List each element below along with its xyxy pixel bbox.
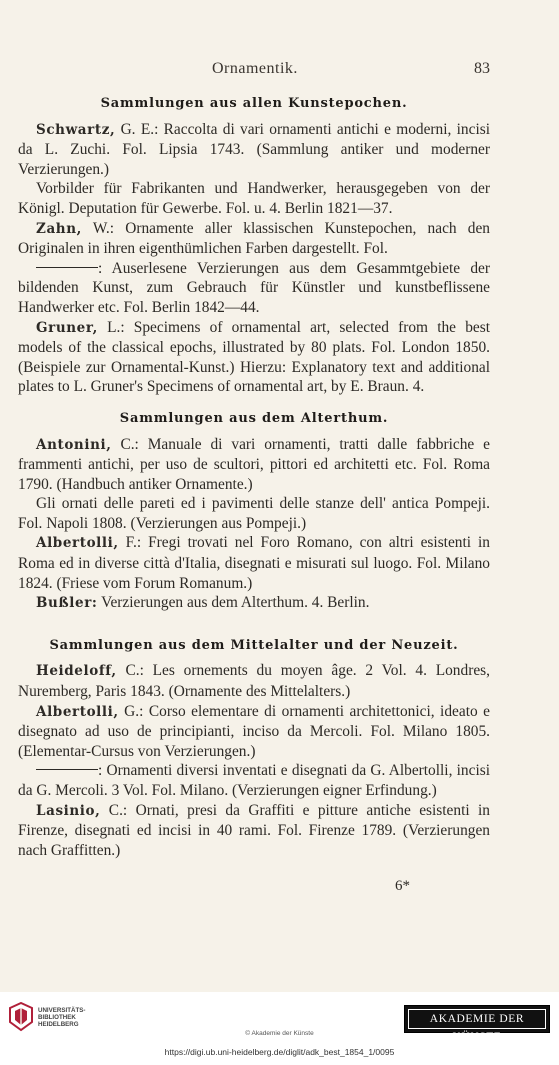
section-heading: Sammlungen aus dem Mittelalter und der Neuzeit. xyxy=(49,637,459,653)
entry-text: : Ornamenti diversi inventati e disegnati da G. Albertolli, incisi da G. Mercoli. 3 Vol. Fol. Milano. (Verzierungen eigner Erfindung.) xyxy=(18,762,490,799)
entry-text: Verzierungen aus dem Alterthum. 4. Berlin. xyxy=(97,594,370,612)
bib-entry xyxy=(18,533,490,593)
copyright-text: © Akademie der Künste xyxy=(245,1030,314,1037)
entry-text: Gli ornati delle pareti ed i pavimenti delle stanze dell' antica Pompeji. Fol. Napoli 1808. (Verzierungen aus Pompeji.) xyxy=(18,495,490,532)
page-url[interactable]: https://digi.ub.uni-heidelberg.de/diglit/adk_best_1854_1/0095 xyxy=(164,1047,395,1057)
page-number: 83 xyxy=(474,60,490,77)
bib-entry xyxy=(18,318,490,397)
entry-text: Vorbilder für Fabrikanten und Handwerker, herausgegeben von der Königl. Deputation für Gewerbe. Fol. u. 4. Berlin 1821—37. xyxy=(18,180,490,217)
entry-text: C.: Ornati, presi da Graffiti e pitture antiche esistenti in Firenze, disegnati ed incisi in 40 rami. Fol. Firenze 1789. (Verzierungen nach Graffitten.) xyxy=(18,801,490,859)
section-heading: Sammlungen aus dem Alterthum. xyxy=(119,410,389,426)
entry-text: G. E.: Raccolta di vari ornamenti antichi e moderni, incisi da L. Zuchi. Fol. Lipsia 1743. (Sammlung antiker und moderner Verzierungen.) xyxy=(18,120,490,178)
bib-entry xyxy=(18,801,490,861)
signature-mark: 6* xyxy=(395,878,410,894)
bib-entry xyxy=(18,593,490,614)
bibliography-content xyxy=(18,86,490,860)
bib-entry xyxy=(18,761,490,800)
entry-text: L.: Specimens of ornamental art, selected from the best models of the classical epochs, illustrated by 80 plats. Fol. London 1850. (Beispiele zur Ornamental-Kunst.) Hierzu: Explanatory text and additional plates to L. Gruner's Specimens of ornamental art, by E. Braun. 4. xyxy=(18,318,490,396)
ditto-dash xyxy=(36,769,98,770)
running-header xyxy=(0,60,559,80)
viewer-footer xyxy=(0,992,559,1065)
entry-text: C.: Les ornements du moyen âge. 2 Vol. 4. Londres, Nuremberg, Paris 1843. (Ornamente des Mittelalters.) xyxy=(18,662,490,701)
author-name: Gruner, xyxy=(36,319,98,336)
author-name: Bußler: xyxy=(36,595,98,612)
author-name: Antonini, xyxy=(36,436,112,453)
entry-text: W.: Ornamente aller klassischen Kunstepochen, nach den Originalen in ihren eigenthümlichen Farben dargestellt. Fol. xyxy=(18,219,490,258)
entry-text: G.: Corso elementare di ornamenti architettonici, ideato e disegnato ad uso de principianti, inciso da Mercoli. Fol. Milano 1805. (Elementar-Cursus von Verzierungen.) xyxy=(18,702,490,760)
author-name: Lasinio, xyxy=(36,802,101,819)
bib-entry xyxy=(18,661,490,701)
bib-entry xyxy=(18,702,490,762)
akademie-logo-text: AKADEMIE DER KÜNSTE xyxy=(408,1009,546,1029)
entry-text: C.: Manuale di vari ornamenti, tratti dalle fabbriche e frammenti antichi, per uso de scultori, pittori ed architetti etc. Fol. Roma 1790. (Handbuch antiker Ornamente.) xyxy=(18,435,490,493)
bib-entry xyxy=(18,120,490,180)
author-name: Zahn, xyxy=(36,220,82,237)
author-name: Albertolli, xyxy=(36,703,119,720)
akademie-logo[interactable] xyxy=(404,1005,550,1043)
university-name-text: UNIVERSITÄTS- BIBLIOTHEK HEIDELBERG xyxy=(38,1007,86,1029)
entry-text: F.: Fregi trovati nel Foro Romano, con altri esistenti in Roma ed in diverse città d'Italia, disegnati e misurati sul luogo. Fol. Milano 1824. (Friese vom Forum Romanum.) xyxy=(18,534,490,592)
running-title: Ornamentik. xyxy=(212,60,298,77)
bib-entry xyxy=(18,219,490,259)
section-heading: Sammlungen aus allen Kunstepochen. xyxy=(100,96,408,111)
bib-entry xyxy=(18,179,490,218)
university-name xyxy=(38,1007,85,1029)
author-name: Albertolli, xyxy=(36,535,119,552)
bib-entry xyxy=(18,259,490,318)
heidelberg-library-icon xyxy=(8,1002,34,1032)
bib-entry xyxy=(18,435,490,495)
author-name: Schwartz, xyxy=(36,121,116,138)
author-name: Heideloff, xyxy=(36,663,117,680)
bib-entry xyxy=(18,494,490,533)
ditto-dash xyxy=(36,267,98,268)
entry-text: : Auserlesene Verzierungen aus dem Gesammtgebiete der bildenden Kunst, zum Gebrauch für Künstler und kunstbeflissene Handwerker etc. Fol. Berlin 1842—44. xyxy=(18,259,490,316)
